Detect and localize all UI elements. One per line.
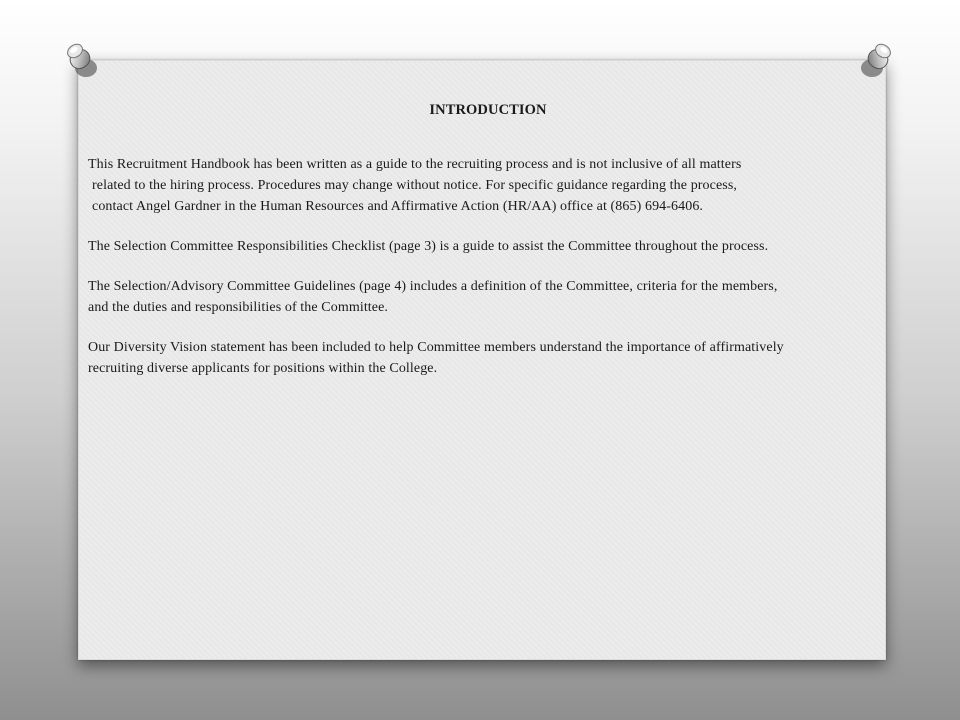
paragraph-line: and the duties and responsibilities of the Committee. [88, 300, 389, 315]
slide-content [88, 92, 878, 379]
pushpin-icon [858, 40, 896, 80]
paragraph-line: related to the hiring process. Procedures may change without notice. For specific guidance regarding the process, [92, 178, 737, 193]
paragraph-line: This Recruitment Handbook has been written as a guide to the recruiting process and is not inclusive of all matters [88, 157, 742, 172]
paragraph-line: The Selection Committee Responsibilities Checklist (page 3) is a guide to assist the Committee throughout the process. [88, 239, 769, 254]
page-title: INTRODUCTION [429, 102, 547, 118]
paragraph-guidelines [88, 276, 878, 318]
paragraph-line: recruiting diverse applicants for positions within the College. [88, 361, 438, 376]
paragraph-intro [88, 154, 878, 217]
paragraph-diversity [88, 337, 878, 379]
paragraph-checklist [88, 236, 878, 257]
paragraph-line: Our Diversity Vision statement has been included to help Committee members understand the importance of affirmatively [88, 340, 784, 355]
paragraph-line: contact Angel Gardner in the Human Resources and Affirmative Action (HR/AA) office at (865) 694-6406. [92, 199, 704, 214]
paragraph-line: The Selection/Advisory Committee Guidelines (page 4) includes a definition of the Committee, criteria for the members, [88, 279, 778, 294]
pushpin-icon [62, 40, 100, 80]
